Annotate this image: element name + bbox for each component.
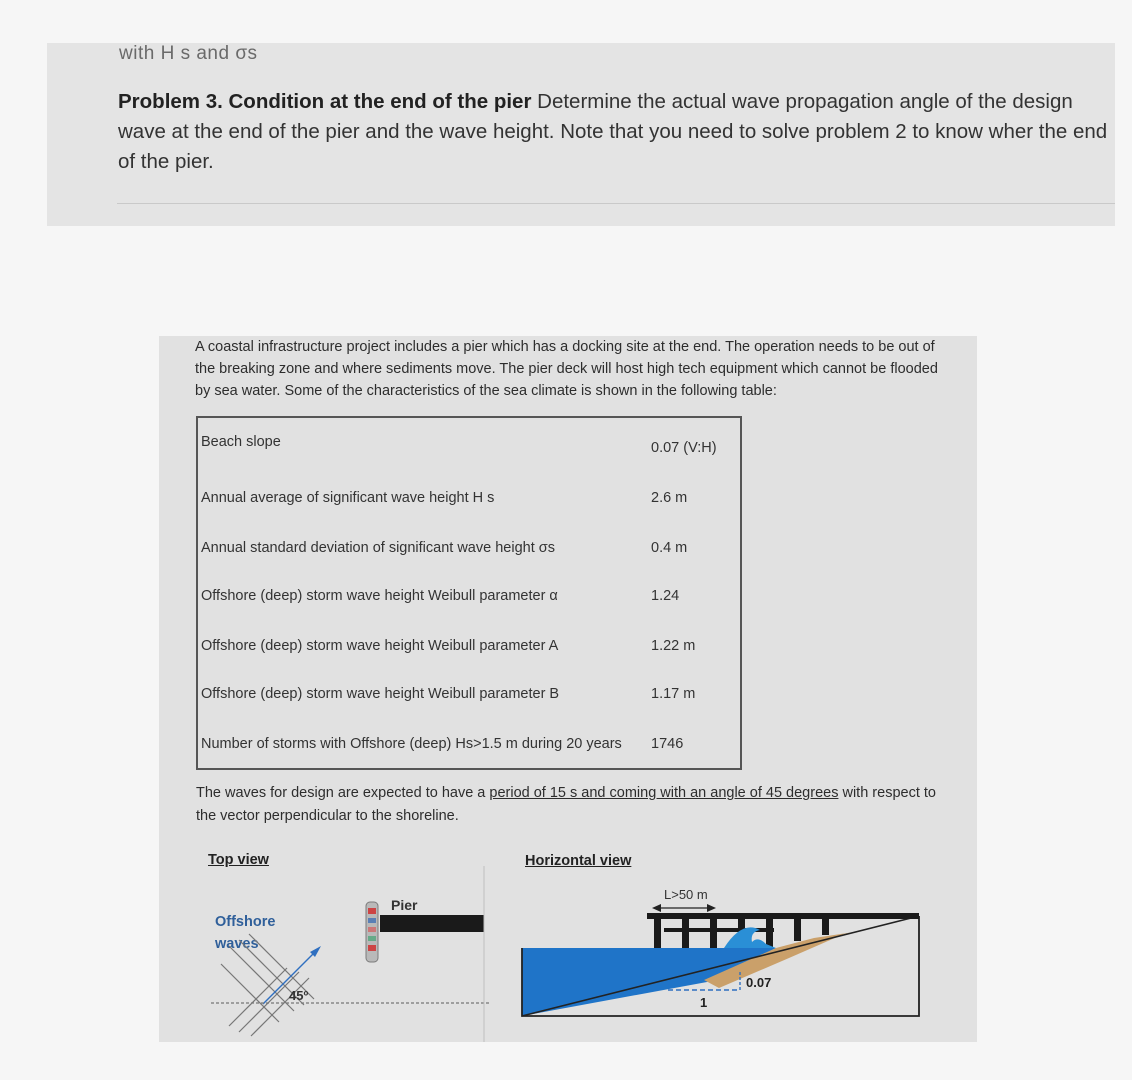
row-value: 0.4 m [651,540,688,556]
row-label: Beach slope [201,434,281,450]
row-label: Offshore (deep) storm wave height Weibull parameter α [201,588,558,604]
pier-deck-side [647,913,919,919]
problem-card [159,336,977,1042]
problem-title: Problem 3. Condition at the end of the pier [118,90,532,113]
pier-deck [380,915,484,932]
row-label: Annual average of significant wave height H s [201,490,495,506]
previous-problem-header: with H s and σs [119,43,258,64]
problem-panel [47,43,1115,226]
note-text-pre: The waves for design are expected to have a [196,785,490,801]
row-label: Number of storms with Offshore (deep) Hs>1.5 m during 20 years [201,736,622,752]
problem-text: Determine the actual wave propagation angle of the design wave at the end of the pier and the wave height. Note that you need to solve problem 2 to know wher the end of the pier. [118,90,1108,173]
row-label: Offshore (deep) storm wave height Weibull parameter A [201,638,559,654]
design-wave-note [196,782,956,828]
row-value: 1.22 m [651,638,696,654]
problem-statement [118,87,1113,177]
arrow-left-icon [652,904,661,912]
sea-climate-table [196,416,742,770]
offshore-waves-label: Offshore waves [215,914,276,952]
row-value: 0.07 (V:H) [651,440,717,456]
slope-run-label: 1 [700,995,708,1010]
angle-label: 45º [289,988,309,1003]
row-value: 1.17 m [651,686,696,702]
top-view-label: Top view [208,852,269,868]
length-label: L>50 m [664,887,708,902]
horizontal-view-label: Horizontal view [525,853,632,869]
arrow-right-icon [707,904,716,912]
pier-label: Pier [391,897,418,913]
row-label: Offshore (deep) storm wave height Weibull parameter B [201,686,560,702]
note-text-underlined: period of 15 s and coming with an angle of 45 degrees [489,785,839,801]
row-value: 2.6 m [651,490,688,506]
ship-icon [366,902,378,962]
row-value: 1.24 [651,588,680,604]
row-value: 1746 [651,736,684,752]
row-label: Annual standard deviation of significant wave height σs [201,540,555,556]
note-text-post: with respect to the vector perpendicular to the shoreline. [196,785,936,824]
intro-paragraph: A coastal infrastructure project includes a pier which has a docking site at the end. The operation needs to be out of the breaking zone and where sediments move. The pier deck will host high tech equipment which cannot be flooded by sea water. Some of the characteristics of the sea climate is shown in the following table: [195,339,938,399]
slope-value-label: 0.07 [746,975,772,990]
divider [117,203,1115,204]
top-view-diagram [159,866,489,1042]
horizontal-view-diagram [514,876,934,1026]
